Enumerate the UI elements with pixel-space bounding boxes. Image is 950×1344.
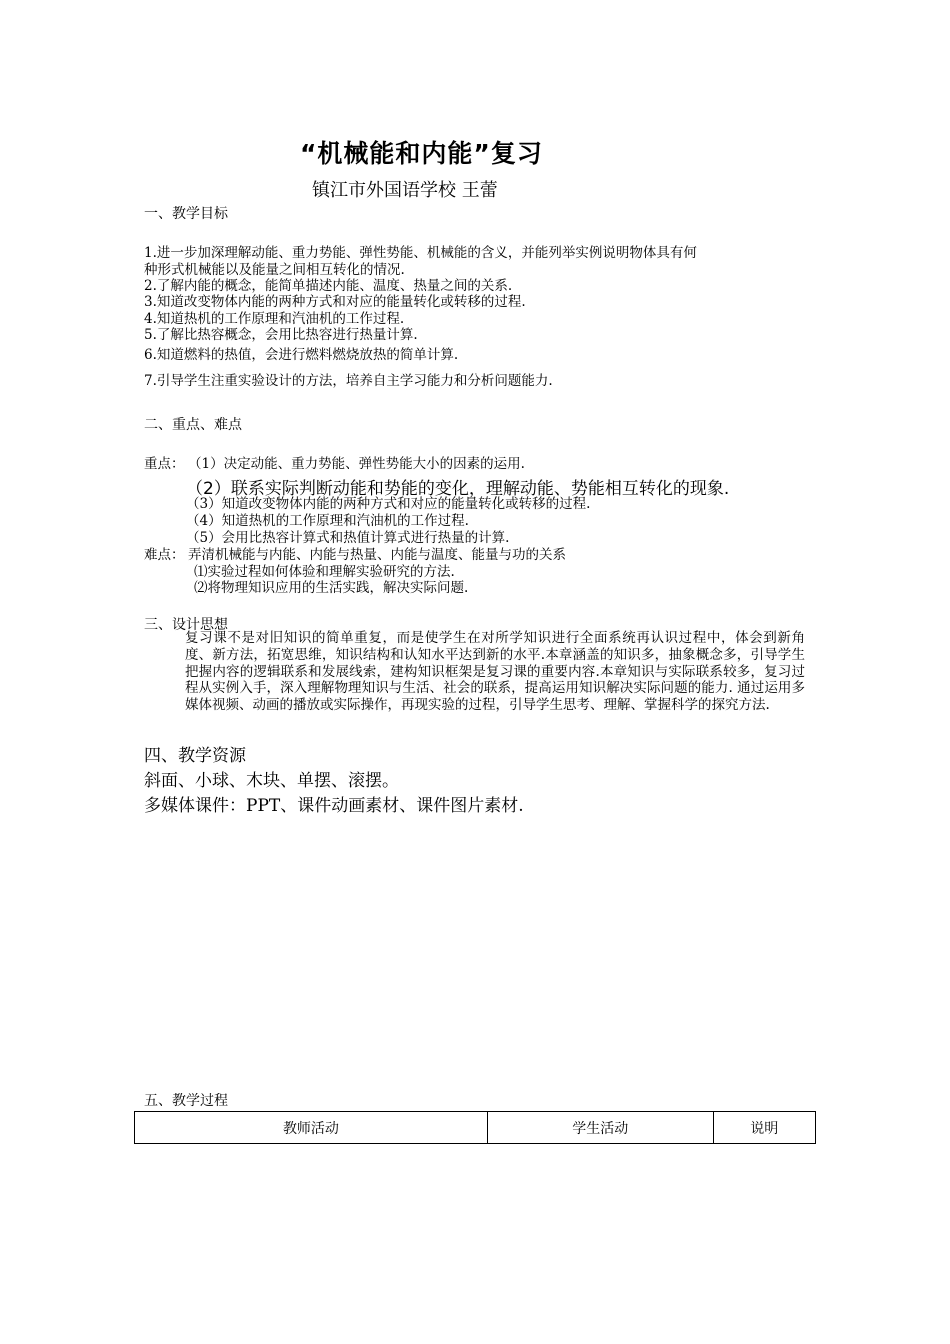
section-heading-resources: 四、教学资源 — [144, 746, 246, 766]
difficult-point-item: ⑵将物理知识应用的生活实践，解决实际问题. — [194, 580, 469, 596]
objective-item: 种形式机械能以及能量之间相互转化的情况. — [144, 262, 405, 278]
section-heading-key-points: 二、重点、难点 — [144, 417, 242, 433]
objective-item: 5.了解比热容概念，会用比热容进行热量计算. — [144, 327, 418, 343]
section-heading-design: 三、设计思想 — [144, 617, 228, 633]
key-point-item: （4）知道热机的工作原理和汽油机的工作过程. — [186, 513, 469, 529]
key-point-item: （1）决定动能、重力势能、弹性势能大小的因素的运用. — [188, 456, 525, 472]
section-heading-process: 五、教学过程 — [144, 1093, 228, 1109]
objective-item: 7.引导学生注重实验设计的方法，培养自主学习能力和分析问题能力. — [144, 373, 553, 389]
process-table — [134, 1111, 816, 1144]
column-header-student: 学生活动 — [487, 1112, 713, 1144]
objective-item: 6.知道燃料的热值，会进行燃料燃烧放热的简单计算. — [144, 347, 459, 363]
key-point-item: （5）会用比热容计算式和热值计算式进行热量的计算. — [186, 530, 510, 546]
objective-item: 2.了解内能的概念，能简单描述内能、温度、热量之间的关系. — [144, 278, 513, 294]
objective-item: 4.知道热机的工作原理和汽油机的工作过程. — [144, 311, 405, 327]
key-points-label: 重点： — [144, 456, 185, 472]
column-header-teacher: 教师活动 — [135, 1112, 488, 1144]
objective-item: 1.进一步加深理解动能、重力势能、弹性势能、机械能的含义，并能列举实例说明物体具有何 — [144, 245, 697, 261]
author-line: 镇江市外国语学校 王蕾 — [312, 180, 498, 201]
key-point-item: （2）联系实际判断动能和势能的变化，理解动能、势能相互转化的现象. — [186, 479, 730, 499]
difficult-points-intro: 弄清机械能与内能、内能与热量、内能与温度、能量与功的关系 — [188, 547, 566, 563]
resources-line: 斜面、小球、木块、单摆、滚摆。 — [144, 771, 399, 791]
column-header-notes: 说明 — [713, 1112, 815, 1144]
resources-line: 多媒体课件：PPT、课件动画素材、课件图片素材. — [144, 796, 524, 816]
document-title: “机械能和内能”复习 — [300, 139, 543, 168]
difficult-points-label: 难点： — [144, 547, 185, 563]
section-heading-objectives: 一、教学目标 — [144, 206, 228, 222]
design-paragraph: 复习课不是对旧知识的简单重复，而是使学生在对所学知识进行全面系统再认识过程中，体会到新角度、新方法，拓宽思维，知识结构和认知水平达到新的水平.本章涵盖的知识多，抽象概念多，引导学生把握内容的逻辑联系和发展线索，建构知识框架是复习课的重要内容.本章知识与实际联系较多，复习过程从实例入手，深入理解物理知识与生活、社会的联系，提高运用知识解决实际问题的能力. 通过运用多媒体视频、动画的播放或实际操作，再现实验的过程，引导学生思考、理解、掌握科学的探究方法. — [185, 630, 805, 714]
key-point-item: （3）知道改变物体内能的两种方式和对应的能量转化或转移的过程. — [186, 496, 591, 512]
objective-item: 3.知道改变物体内能的两种方式和对应的能量转化或转移的过程. — [144, 294, 526, 310]
difficult-point-item: ⑴实验过程如何体验和理解实验研究的方法. — [194, 564, 455, 580]
table-header-row — [135, 1112, 816, 1144]
